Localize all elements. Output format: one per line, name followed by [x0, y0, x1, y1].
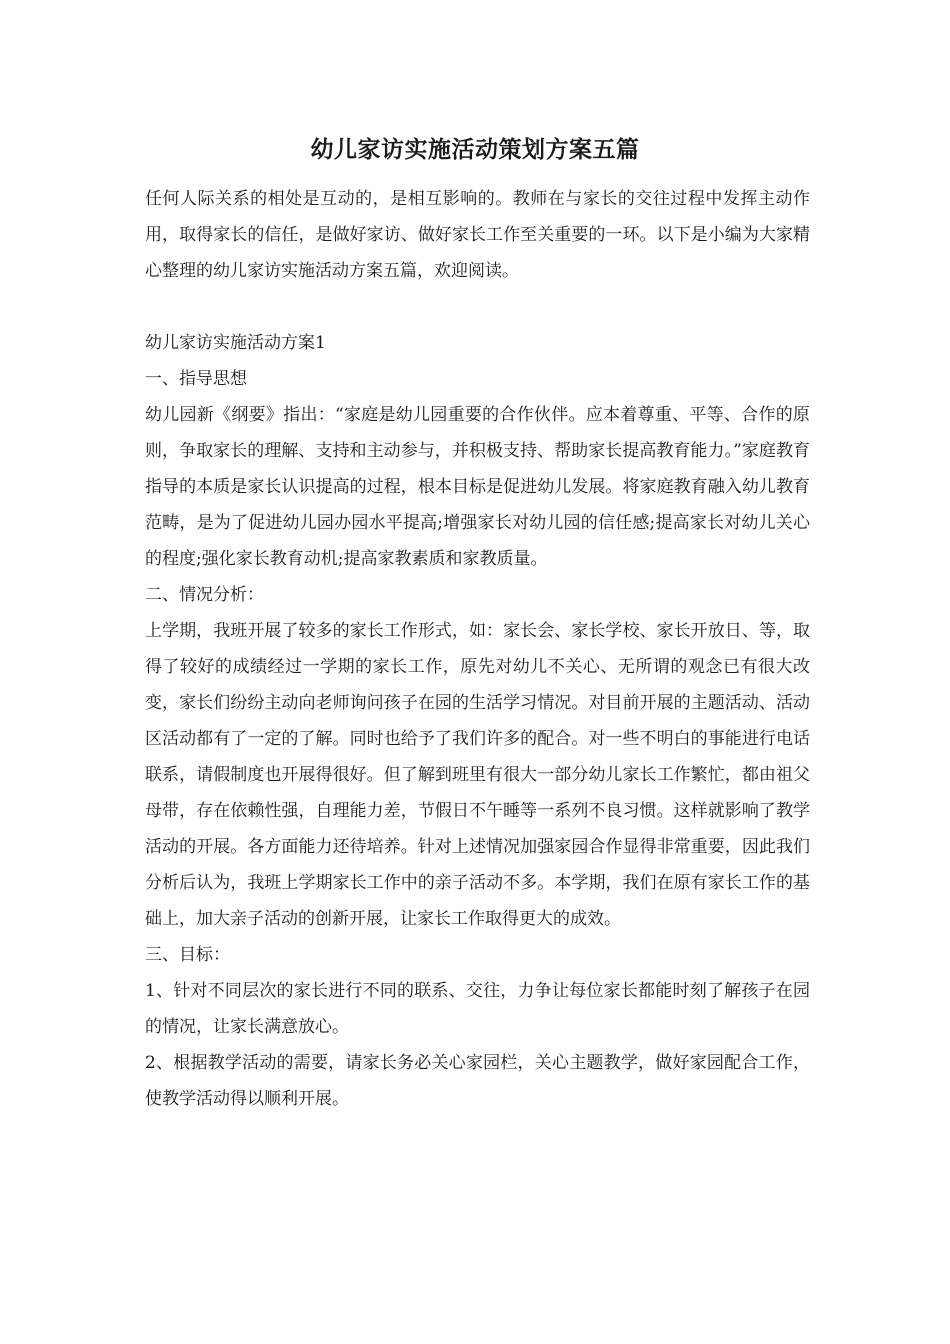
goal-item-1: 1、针对不同层次的家长进行不同的联系、交往，力争让每位家长都能时刻了解孩子在园的情况，让家长满意放心。 [145, 981, 810, 1037]
subheading-situation-analysis: 二、情况分析： [145, 585, 264, 605]
goal-item-2: 2、根据教学活动的需要，请家长务必关心家园栏，关心主题教学，做好家园配合工作，使教学活动得以顺利开展。 [145, 1053, 810, 1109]
paragraph-spacer [145, 289, 810, 325]
guiding-ideology-paragraph: 幼儿园新《纲要》指出：“家庭是幼儿园重要的合作伙伴。应本着尊重、平等、合作的原则，争取家长的理解、支持和主动参与，并积极支持、帮助家长提高教育能力。”家庭教育指导的本质是家长认识提高的过程，根本目标是促进幼儿发展。将家庭教育融入幼儿教育范畴，是为了促进幼儿园办园水平提高;增强家长对幼儿园的信任感;提高家长对幼儿关心的程度;强化家长教育动机;提高家教素质和家教质量。 [145, 405, 810, 569]
subheading-guiding-ideology: 一、指导思想 [145, 369, 247, 389]
section-heading: 幼儿家访实施活动方案1 [145, 333, 326, 353]
situation-analysis-paragraph: 上学期，我班开展了较多的家长工作形式，如：家长会、家长学校、家长开放日、等，取得了较好的成绩经过一学期的家长工作，原先对幼儿不关心、无所谓的观念已有很大改变，家长们纷纷主动向老师询问孩子在园的生活学习情况。对目前开展的主题活动、活动区活动都有了一定的了解。同时也给予了我们许多的配合。对一些不明白的事能进行电话联系，请假制度也开展得很好。但了解到班里有很大一部分幼儿家长工作繁忙，都由祖父母带，存在依赖性强，自理能力差，节假日不午睡等一系列不良习惯。这样就影响了教学活动的开展。各方面能力还待培养。针对上述情况加强家园合作显得非常重要，因此我们分析后认为，我班上学期家长工作中的亲子活动不多。本学期，我们在原有家长工作的基础上，加大亲子活动的创新开展，让家长工作取得更大的成效。 [145, 621, 810, 929]
intro-paragraph: 任何人际关系的相处是互动的，是相互影响的。教师在与家长的交往过程中发挥主动作用，取得家长的信任，是做好家访、做好家长工作至关重要的一环。以下是小编为大家精心整理的幼儿家访实施活动方案五篇，欢迎阅读。 [145, 189, 810, 281]
document-body [145, 181, 810, 1117]
subheading-goals: 三、目标： [145, 945, 230, 965]
page-title: 幼儿家访实施活动策划方案五篇 [310, 136, 640, 163]
